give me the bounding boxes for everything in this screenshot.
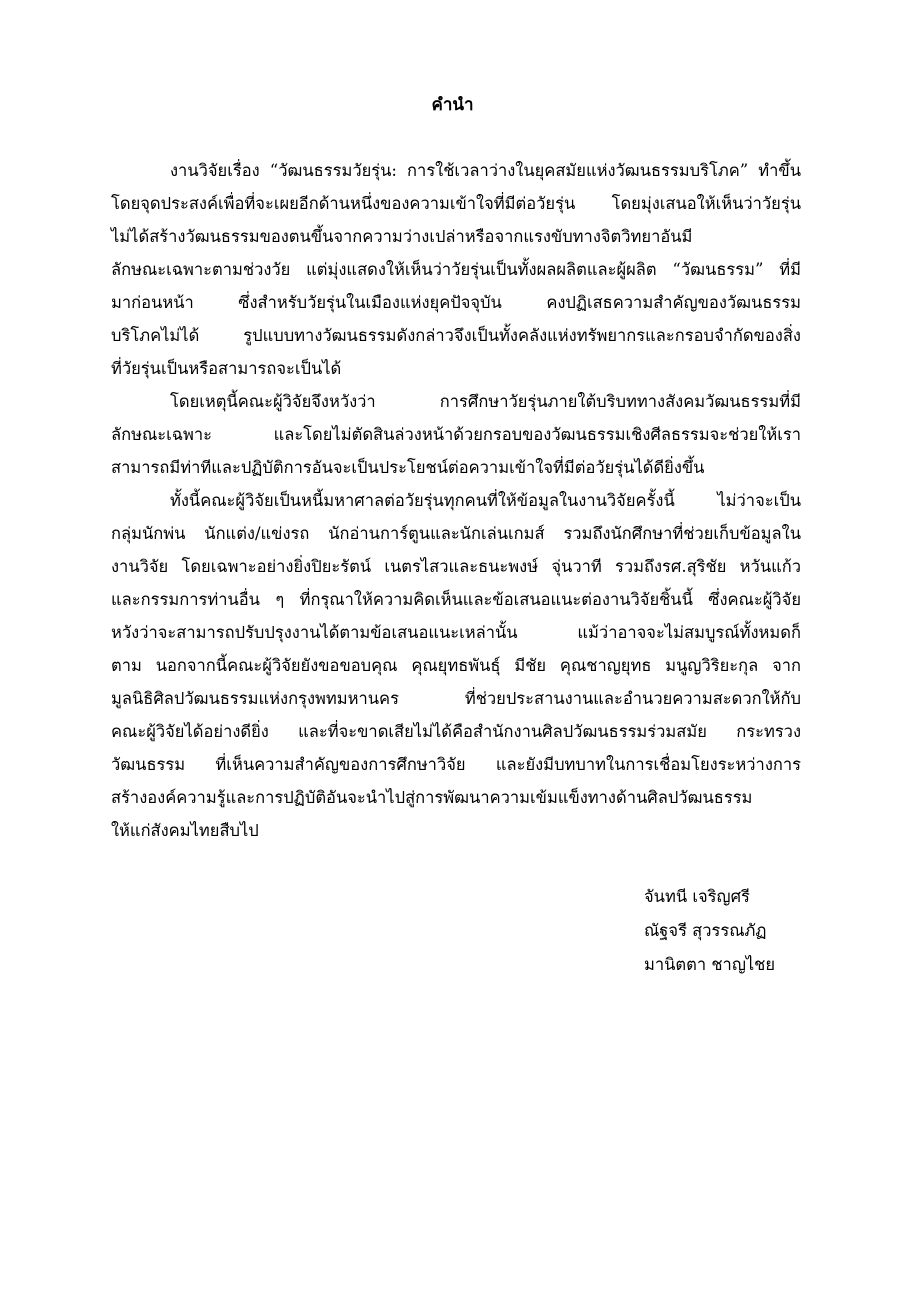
signatory-name: ณัฐจรี สุวรรณภัฏ [644,921,767,940]
text-line: ทั้งนี้คณะผู้วิจัยเป็นหนี้มหาศาลต่อวัยรุ่นทุกคนที่ให้ข้อมูลในงานวิจัยครั้งนี้ ไม่ว่าจะเป็น [170,491,801,510]
text-line: บริโภคไม่ได้ รูปแบบทางวัฒนธรรมดังกล่าวจึงเป็นทั้งคลังแห่งทรัพยากรและกรอบจำกัดของสิ่ง [111,326,801,345]
page-title: คำนำ [431,95,474,115]
text-line: กลุ่มนักพ่น นักแต่ง/แข่งรถ นักอ่านการ์ตูนและนักเล่นเกมส์ รวมถึงนักศึกษาที่ช่วยเก็บข้อมูลใน [111,524,801,543]
text-line: มาก่อนหน้า ซึ่งสำหรับวัยรุ่นในเมืองแห่งยุคปัจจุบัน คงปฏิเสธความสำคัญของวัฒนธรรม [111,293,801,312]
text-line: หวังว่าจะสามารถปรับปรุงงานได้ตามข้อเสนอแนะเหล่านั้น แม้ว่าอาจจะไม่สมบูรณ์ทั้งหมดก็ [111,623,801,642]
text-line: สร้างองค์ความรู้และการปฏิบัติอันจะนำไปสู่การพัฒนาความเข้มแข็งทางด้านศิลปวัฒนธรรม [111,788,753,807]
text-line: โดยจุดประสงค์เพื่อที่จะเผยอีกด้านหนึ่งของความเข้าใจที่มีต่อวัยรุ่น โดยมุ่งเสนอให้เห็นว่าวัยรุ่น [111,194,801,213]
text-line: และกรรมการท่านอื่น ๆ ที่กรุณาให้ความคิดเห็นและข้อเสนอแนะต่องานวิจัยชิ้นนี้ ซึ่งคณะผู้วิจัย [111,590,801,609]
text-line: ไม่ได้สร้างวัฒนธรรมของตนขึ้นจากความว่างเปล่าหรือจากแรงขับทางจิตวิทยาอันมี [111,227,693,246]
text-line: ตาม นอกจากนี้คณะผู้วิจัยยังขอขอบคุณ คุณยุทธพันธุ์ มีชัย คุณชาญยุทธ มนูญวิริยะกุล จาก [111,656,801,675]
text-line: สามารถมีท่าทีและปฏิบัติการอันจะเป็นประโยชน์ต่อความเข้าใจที่มีต่อวัยรุ่นได้ดียิ่งขึ้น [111,458,705,477]
text-line: ลักษณะเฉพาะ และโดยไม่ตัดสินล่วงหน้าด้วยกรอบของวัฒนธรรมเชิงศีลธรรมจะช่วยให้เรา [111,425,801,444]
text-line: ที่วัยรุ่นเป็นหรือสามารถจะเป็นได้ [111,359,342,378]
signatory-name: จันทนี เจริญศรี [644,887,750,906]
text-line: ให้แก่สังคมไทยสืบไป [111,821,259,840]
text-line: วัฒนธรรม ที่เห็นความสำคัญของการศึกษาวิจัย และยังมีบทบาทในการเชื่อมโยงระหว่างการ [111,755,801,774]
text-line: คณะผู้วิจัยได้อย่างดียิ่ง และที่จะขาดเสียไม่ได้คือสำนักงานศิลปวัฒนธรรมร่วมสมัย กระทรวง [111,722,801,741]
text-line: งานวิจัยเรื่อง “วัฒนธรรมวัยรุ่น: การใช้เวลาว่างในยุคสมัยแห่งวัฒนธรรมบริโภค” ทำขึ้น [170,161,801,180]
signatory-name: มานิตตา ชาญไชย [644,955,776,974]
text-line: โดยเหตุนี้คณะผู้วิจัยจึงหวังว่า การศึกษาวัยรุ่นภายใต้บริบททางสังคมวัฒนธรรมที่มี [170,392,801,411]
text-line: ลักษณะเฉพาะตามช่วงวัย แต่มุ่งแสดงให้เห็นว่าวัยรุ่นเป็นทั้งผลผลิตและผู้ผลิต “วัฒนธรรม” ที่มี [111,260,801,279]
text-line: มูลนิธิศิลปวัฒนธรรมแห่งกรุงพทมหานคร ที่ช่วยประสานงานและอำนวยความสะดวกให้กับ [111,689,801,708]
text-line: งานวิจัย โดยเฉพาะอย่างยิ่งปิยะรัตน์ เนตรไสวและธนะพงษ์ จุ่นวาที รวมถึงรศ.สุริชัย หวันแก้ว [111,557,801,576]
